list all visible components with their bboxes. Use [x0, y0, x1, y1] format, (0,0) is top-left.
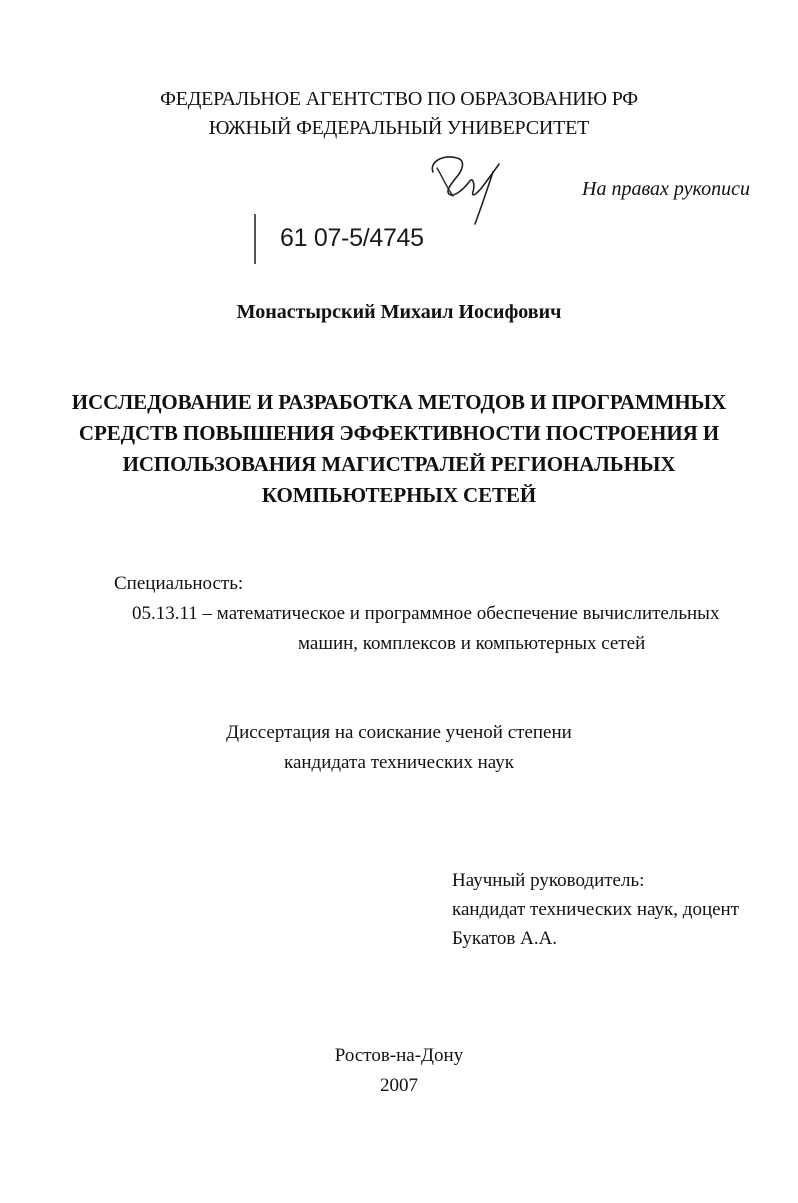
specialty-code-line: 05.13.11 – математическое и программное обеспечение вычислительных	[132, 603, 720, 624]
degree-line: кандидата технических наук	[284, 752, 514, 773]
stamp-border-line	[254, 214, 256, 264]
specialty-label: Специальность:	[114, 573, 244, 594]
title-line: СРЕДСТВ ПОВЫШЕНИЯ ЭФФЕКТИВНОСТИ ПОСТРОЕНИЯ И	[78, 421, 720, 445]
year: 2007	[380, 1075, 418, 1096]
supervisor-name: Букатов А.А.	[452, 928, 558, 949]
degree-line: Диссертация на соискание ученой степени	[226, 722, 572, 743]
agency-name: ФЕДЕРАЛЬНОЕ АГЕНТСТВО ПО ОБРАЗОВАНИЮ РФ	[160, 88, 638, 110]
specialty-description-line: машин, комплексов и компьютерных сетей	[298, 633, 646, 654]
university-name: ЮЖНЫЙ ФЕДЕРАЛЬНЫЙ УНИВЕРСИТЕТ	[208, 117, 590, 139]
supervisor-rank: кандидат технических наук, доцент	[452, 899, 740, 920]
author-name: Монастырский Михаил Иосифович	[236, 301, 562, 323]
title-line: КОМПЬЮТЕРНЫХ СЕТЕЙ	[261, 483, 537, 507]
supervisor-label: Научный руководитель:	[452, 870, 645, 891]
manuscript-rights: На правах рукописи	[582, 178, 750, 200]
place: Ростов-на-Дону	[334, 1045, 464, 1066]
title-line: ИССЛЕДОВАНИЕ И РАЗРАБОТКА МЕТОДОВ И ПРОГРАММНЫХ	[71, 390, 727, 414]
title-line: ИСПОЛЬЗОВАНИЯ МАГИСТРАЛЕЙ РЕГИОНАЛЬНЫХ	[122, 452, 676, 476]
catalog-stamp: 61 07-5/4745	[280, 224, 424, 252]
signature	[423, 150, 513, 230]
